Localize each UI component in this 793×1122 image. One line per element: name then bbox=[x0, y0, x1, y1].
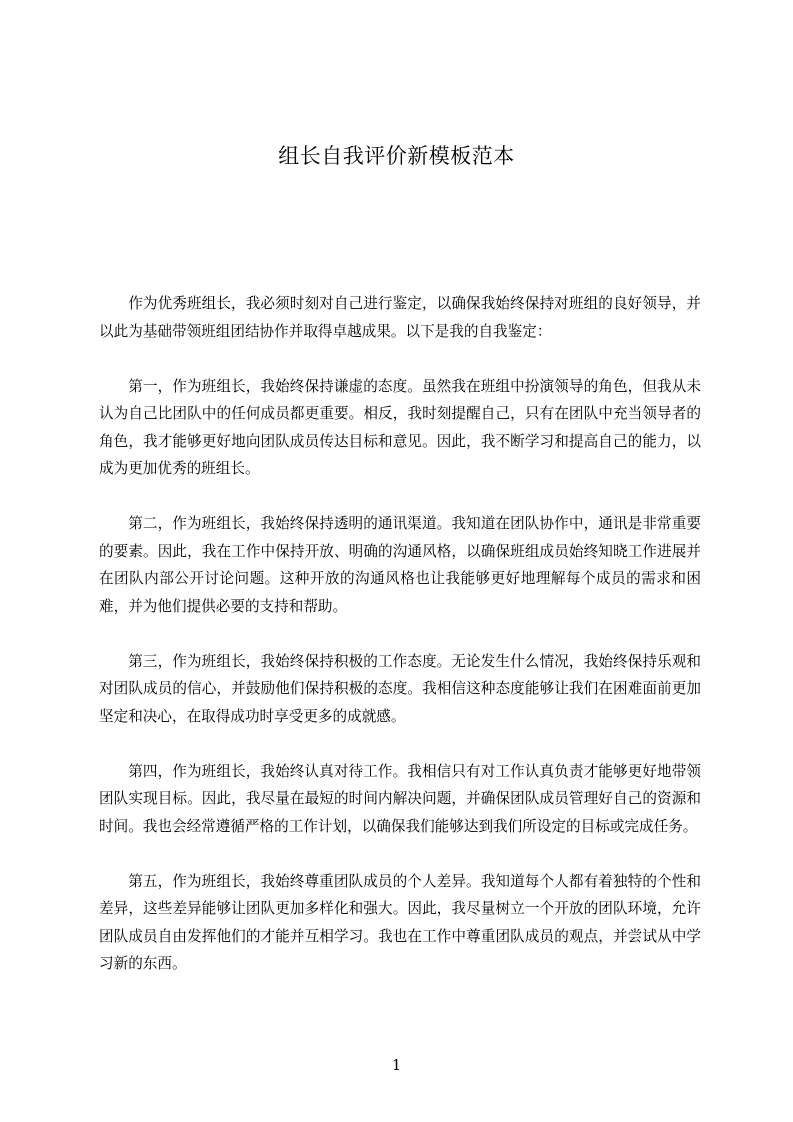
paragraph-third-point: 第三，作为班组长，我始终保持积极的工作态度。无论发生什么情况，我始终保持乐观和对团队成员的信心，并鼓励他们保持积极的态度。我相信这种态度能够让我们在困难面前更加坚定和决心，在取得成功时享受更多的成就感。 bbox=[99, 652, 701, 725]
document-title: 组长自我评价新模板范本 bbox=[278, 144, 515, 168]
paragraph-second-point: 第二，作为班组长，我始终保持透明的通讯渠道。我知道在团队协作中，通讯是非常重要的要素。因此，我在工作中保持开放、明确的沟通风格，以确保班组成员始终知晓工作进展并在团队内部公开讨论问题。这种开放的沟通风格也让我能够更好地理解每个成员的需求和困难，并为他们提供必要的支持和帮助。 bbox=[99, 515, 701, 615]
paragraph-fifth-point: 第五，作为班组长，我始终尊重团队成员的个人差异。我知道每个人都有着独特的个性和差异，这些差异能够让团队更加多样化和强大。因此，我尽量树立一个开放的团队环境，允许团队成员自由发挥他们的才能并互相学习。我也在工作中尊重团队成员的观点，并尝试从中学习新的东西。 bbox=[99, 872, 701, 972]
paragraph-fourth-point: 第四，作为班组长，我始终认真对待工作。我相信只有对工作认真负责才能够更好地带领团队实现目标。因此，我尽量在最短的时间内解决问题，并确保团队成员管理好自己的资源和时间。我也会经常遵循严格的工作计划，以确保我们能够达到我们所设定的目标或完成任务。 bbox=[99, 762, 701, 835]
paragraph-first-point: 第一，作为班组长，我始终保持谦虚的态度。虽然我在班组中扮演领导的角色，但我从未认为自己比团队中的任何成员都更重要。相反，我时刻提醒自己，只有在团队中充当领导者的角色，我才能够更好地向团队成员传达目标和意见。因此，我不断学习和提高自己的能力，以成为更加优秀的班组长。 bbox=[99, 377, 701, 477]
document-body bbox=[99, 290, 701, 978]
intro-paragraph: 作为优秀班组长，我必须时刻对自己进行鉴定，以确保我始终保持对班组的良好领导，并以此为基础带领班组团结协作并取得卓越成果。以下是我的自我鉴定： bbox=[99, 295, 701, 340]
page-number: 1 bbox=[391, 1056, 402, 1074]
